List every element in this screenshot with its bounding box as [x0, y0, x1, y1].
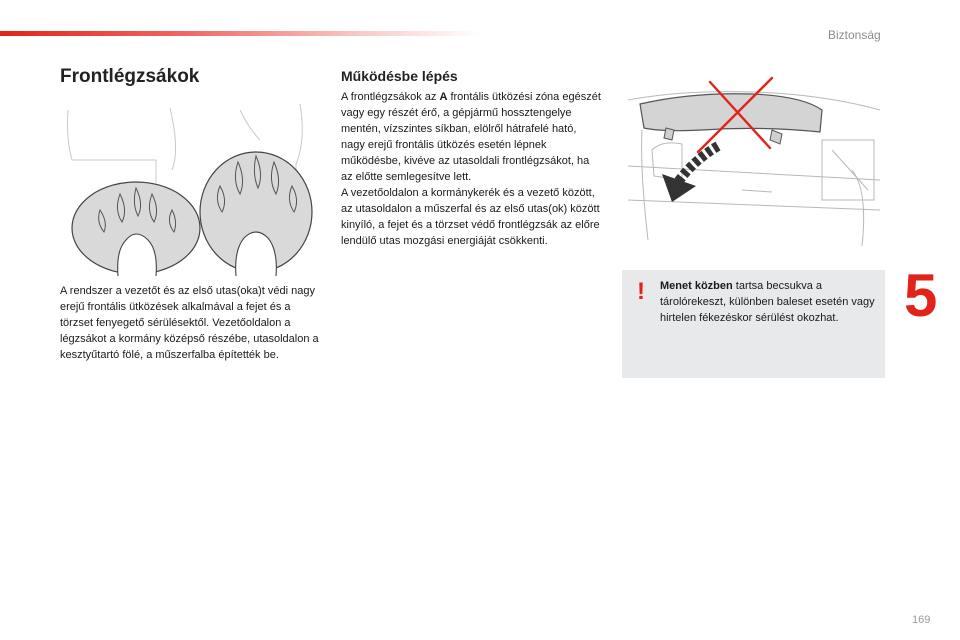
passenger-airbag-icon	[200, 152, 312, 276]
zone-label: A	[439, 91, 448, 103]
text-run: A frontlégzsákok az	[341, 91, 440, 103]
glovebox-illustration	[622, 70, 884, 248]
warning-box	[622, 270, 885, 378]
activation-paragraph-1	[341, 89, 603, 185]
intro-paragraph: A rendszer a vezetőt és az első utas(oka)t védi nagy erejű frontális ütközések alkalmával a fejet és a törzset fenyegető sérülésektől. Vezetőoldalon a légzsákot a kormány középső részébe, utasoldalon a kesztyűtartó fölé, a műszerfalba építették be.	[60, 285, 319, 361]
driver-airbag-icon	[72, 182, 200, 276]
section-label: Biztonság	[828, 28, 881, 42]
airbag-deployment-illustration	[60, 100, 318, 276]
text-run: frontális ütközési zóna egészét vagy egy részét érő, a gépjármű hossztengelye mentén, vízszintes síkban, elölről hátrafelé ható, nagy erejű frontális ütközés esetén lépnek működésbe, kivéve az utasoldali frontlégzsákot, ha az előtte semlegesítve lett.	[341, 91, 601, 183]
page-title: Frontlégzsákok	[60, 66, 200, 87]
arrow-down-icon	[662, 146, 718, 202]
chapter-number: 5	[904, 262, 938, 329]
page-number: 169	[912, 614, 931, 626]
section-heading-activation: Működésbe lépés	[341, 68, 458, 84]
warning-emphasis: Menet közben	[660, 280, 733, 292]
activation-paragraph-2: A vezetőoldalon a kormánykerék és a vezető között, az utasoldalon a műszerfal és az első utas(ok) között kinyíló, a fejet és a törzset védő frontlégzsák az előre lendülő utas mozgási energiáját csökkenti.	[341, 187, 600, 247]
warning-text	[660, 278, 878, 326]
header-accent-bar	[0, 31, 480, 36]
activation-text	[341, 89, 603, 249]
exclamation-icon: !	[637, 278, 645, 305]
warning-body: tartsa becsukva a tárolórekeszt, különben baleset esetén vagy hirtelen fékezéskor sérülést okozhat.	[660, 280, 875, 324]
